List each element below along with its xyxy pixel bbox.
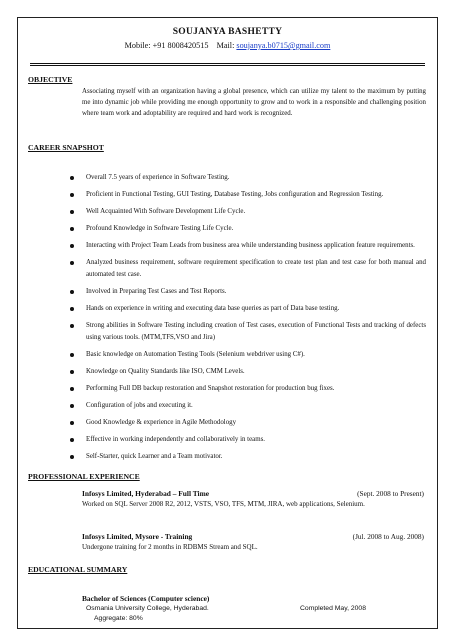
header-divider-bottom — [30, 65, 425, 66]
institution-name: Osmania University College, Hyderabad. — [86, 605, 209, 612]
job-title: Infosys Limited, Mysore - Training — [82, 532, 193, 541]
list-item: Overall 7.5 years of experience in Software Testing. — [68, 172, 426, 184]
bullet-icon — [70, 404, 74, 408]
list-item: Proficient in Functional Testing, GUI Testing, Database Testing, Jobs configuration and Regression Testing. — [68, 189, 426, 201]
list-item: Interacting with Project Team Leads from business area while understanding business application feature requirements. — [68, 240, 426, 252]
job-description: Undergone training for 2 months in RDBMS Stream and SQL. — [82, 543, 258, 551]
list-item: Profound Knowledge in Software Testing Life Cycle. — [68, 223, 426, 235]
objective-text: Associating myself with an organization having a global presence, which can utilize my talent to the maximum by putting me into dynamic job while providing me enough opportunity to grow and to work in a responsible and challenging position where team work and adoptability are required and hard work is recognized. — [82, 88, 426, 117]
completion-date: Completed May, 2008 — [300, 605, 366, 612]
bullet-icon — [70, 370, 74, 374]
aggregate-score: Aggregate: 80% — [94, 615, 143, 622]
professional-experience-heading: PROFESSIONAL EXPERIENCE — [28, 472, 140, 481]
list-item: Basic knowledge on Automation Testing Tools (Selenium webdriver using C#). — [68, 349, 426, 361]
list-item: Strong abilities in Software Testing including creation of Test cases, execution of Functional Tests and tracking of defects using various tools. (MTM,TFS,VSO and Jira) — [68, 320, 426, 344]
job-description: Worked on SQL Server 2008 R2, 2012, VSTS, VSO, TFS, MTM, JIRA, web applications, Selenium. — [82, 500, 365, 508]
bullet-icon — [70, 353, 74, 357]
job-dates: (Jul. 2008 to Aug. 2008) — [352, 532, 424, 541]
mobile-label: Mobile: — [124, 41, 151, 50]
job-dates: (Sept. 2008 to Present) — [357, 489, 424, 498]
bullet-icon — [70, 387, 74, 391]
bullet-icon — [70, 438, 74, 442]
educational-summary-heading: EDUCATIONAL SUMMARY — [28, 565, 128, 574]
bullet-icon — [70, 307, 74, 311]
candidate-name: SOUJANYA BASHETTY — [172, 27, 283, 37]
list-item: Well Acquainted With Software Development Life Cycle. — [68, 206, 426, 218]
list-item: Performing Full DB backup restoration and Snapshot restoration for production bug fixes. — [68, 383, 426, 395]
bullet-icon — [70, 261, 74, 265]
bullet-icon — [70, 324, 74, 328]
bullet-icon — [70, 176, 74, 180]
mail-label: Mail: — [216, 41, 235, 50]
job-title: Infosys Limited, Hyderabad – Full Time — [82, 489, 210, 498]
contact-line — [18, 41, 437, 50]
list-item: Configuration of jobs and executing it. — [68, 400, 426, 412]
career-snapshot-list — [68, 172, 426, 468]
bullet-icon — [70, 227, 74, 231]
bullet-icon — [70, 421, 74, 425]
list-item: Involved in Preparing Test Cases and Test Reports. — [68, 286, 426, 298]
bullet-icon — [70, 455, 74, 459]
list-item: Hands on experience in writing and executing data base queries as part of Data base testing. — [68, 303, 426, 315]
list-item: Good Knowledge & experience in Agile Methodology — [68, 417, 426, 429]
list-item: Knowledge on Quality Standards like ISO, CMM Levels. — [68, 366, 426, 378]
bullet-icon — [70, 244, 74, 248]
objective-heading: OBJECTIVE — [28, 75, 73, 84]
email-link[interactable]: soujanya.b0715@gmail.com — [236, 41, 331, 50]
bullet-icon — [70, 290, 74, 294]
degree-title: Bachelor of Sciences (Computer science) — [82, 594, 210, 603]
list-item: Analyzed business requirement, software requirement specification to create test plan and test case for both manual and automated test case. — [68, 257, 426, 281]
list-item: Effective in working independently and collaboratively in teams. — [68, 434, 426, 446]
resume-page — [17, 17, 438, 629]
header-divider-top — [30, 63, 425, 64]
list-item: Self-Starter, quick Learner and a Team motivator. — [68, 451, 426, 463]
mobile-number: +91 8008420515 — [152, 41, 209, 50]
career-snapshot-heading: CAREER SNAPSHOT — [28, 143, 104, 152]
bullet-icon — [70, 210, 74, 214]
bullet-icon — [70, 193, 74, 197]
